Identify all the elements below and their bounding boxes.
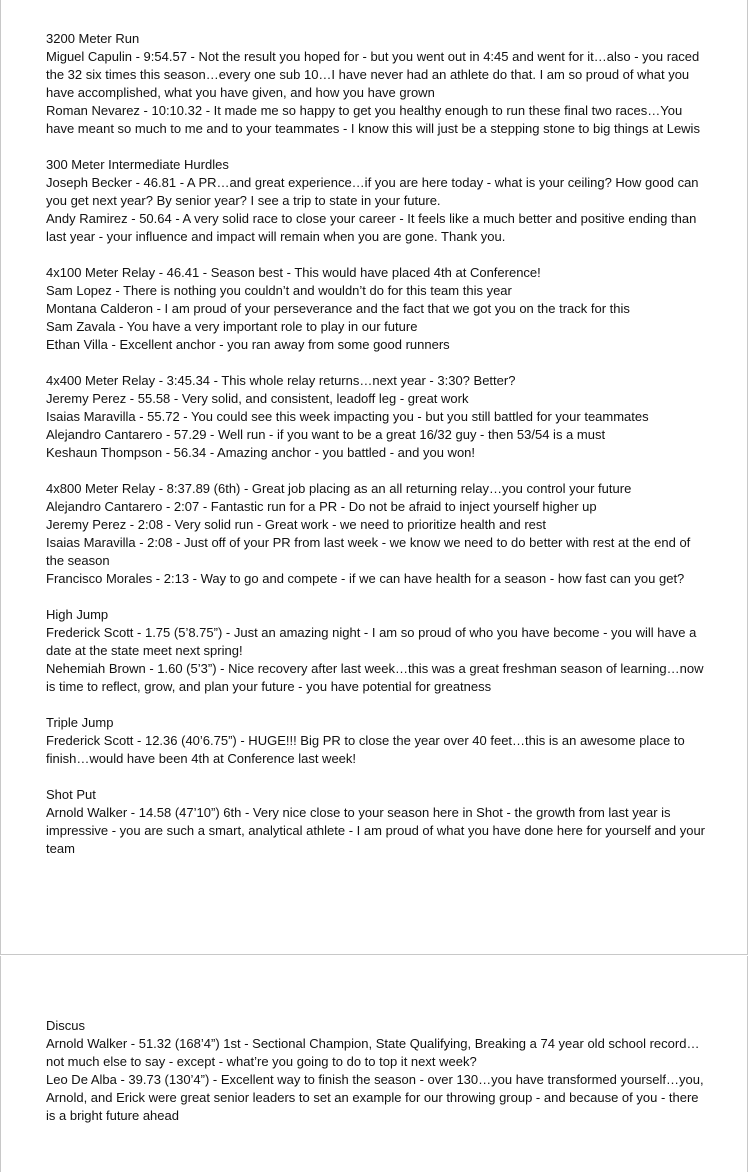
athlete-entry: Ethan Villa - Excellent anchor - you ran away from some good runners	[46, 337, 450, 352]
athlete-entry: Sam Lopez - There is nothing you couldn’t and wouldn’t do for this team this year	[46, 283, 512, 298]
section-discus	[46, 1017, 707, 1125]
section-title: 3200 Meter Run	[46, 31, 140, 46]
athlete-entry: Alejandro Cantarero - 2:07 - Fantastic run for a PR - Do not be afraid to inject yourself higher up	[46, 499, 597, 514]
section-4x400-relay	[46, 372, 707, 462]
athlete-entry: Leo De Alba - 39.73 (130’4”) - Excellent way to finish the season - over 130…you have transformed yourself…you, Arnold, and Erick were great senior leaders to set an example for our throwing group - and because of you - there is a bright future ahead	[46, 1072, 704, 1123]
section-title: High Jump	[46, 607, 109, 622]
document-page-2	[0, 956, 748, 1172]
athlete-entry: Jeremy Perez - 2:08 - Very solid run - Great work - we need to prioritize health and rest	[46, 517, 546, 532]
athlete-entry: Francisco Morales - 2:13 - Way to go and compete - if we can have health for a season - how fast can you get?	[46, 571, 685, 586]
page-1-content	[46, 30, 707, 876]
section-3200-meter-run	[46, 30, 707, 138]
section-high-jump	[46, 606, 707, 696]
athlete-entry: Alejandro Cantarero - 57.29 - Well run - if you want to be a great 16/32 guy - then 53/54 is a must	[46, 427, 606, 442]
section-title: 4x400 Meter Relay - 3:45.34 - This whole relay returns…next year - 3:30? Better?	[46, 373, 516, 388]
athlete-entry: Andy Ramirez - 50.64 - A very solid race to close your career - It feels like a much better and positive ending than last year - your influence and impact will remain when you are gone. Thank you.	[46, 211, 697, 244]
athlete-entry: Jeremy Perez - 55.58 - Very solid, and consistent, leadoff leg - great work	[46, 391, 469, 406]
athlete-entry: Arnold Walker - 14.58 (47’10”) 6th - Very nice close to your season here in Shot - the growth from last year is impressive - you are such a smart, analytical athlete - I am proud of what you have done here for yourself and your team	[46, 805, 706, 856]
athlete-entry: Roman Nevarez - 10:10.32 - It made me so happy to get you healthy enough to run these final two races…You have meant so much to me and to your teammates - I know this will just be a stepping stone to big things at Lewis	[46, 103, 700, 136]
athlete-entry: Montana Calderon - I am proud of your perseverance and the fact that we got you on the track for this	[46, 301, 630, 316]
section-shot-put	[46, 786, 707, 858]
section-4x800-relay	[46, 480, 707, 588]
athlete-entry: Miguel Capulin - 9:54.57 - Not the result you hoped for - but you went out in 4:45 and went for it…also - you raced the 32 six times this season…every one sub 10…I have never had an athlete do that. I am so proud of what you have accomplished, what you have given, and how you have grown	[46, 49, 700, 100]
section-300-meter-hurdles	[46, 156, 707, 246]
athlete-entry: Joseph Becker - 46.81 - A PR…and great experience…if you are here today - what is your ceiling? How good can you get next year? By senior year? I see a trip to state in your future.	[46, 175, 699, 208]
section-title: Shot Put	[46, 787, 96, 802]
page-2-content	[46, 1017, 707, 1143]
athlete-entry: Keshaun Thompson - 56.34 - Amazing anchor - you battled - and you won!	[46, 445, 476, 460]
athlete-entry: Frederick Scott - 1.75 (5’8.75”) - Just an amazing night - I am so proud of who you have become - you will have a date at the state meet next spring!	[46, 625, 697, 658]
section-title: Triple Jump	[46, 715, 114, 730]
section-title: 4x100 Meter Relay - 46.41 - Season best - This would have placed 4th at Conference!	[46, 265, 541, 280]
athlete-entry: Frederick Scott - 12.36 (40’6.75”) - HUGE!!! Big PR to close the year over 40 feet…this is an awesome place to finish…would have been 4th at Conference last week!	[46, 733, 685, 766]
section-title: Discus	[46, 1018, 86, 1033]
athlete-entry: Isaias Maravilla - 55.72 - You could see this week impacting you - but you still battled for your teammates	[46, 409, 649, 424]
section-triple-jump	[46, 714, 707, 768]
athlete-entry: Nehemiah Brown - 1.60 (5’3”) - Nice recovery after last week…this was a great freshman season of learning…now is time to reflect, grow, and plan your future - you have potential for greatness	[46, 661, 704, 694]
athlete-entry: Sam Zavala - You have a very important role to play in our future	[46, 319, 418, 334]
athlete-entry: Arnold Walker - 51.32 (168’4”) 1st - Sectional Champion, State Qualifying, Breaking a 74 year old school record…not much else to say - except - what’re you going to do to top it next week?	[46, 1036, 700, 1069]
athlete-entry: Isaias Maravilla - 2:08 - Just off of your PR from last week - we know we need to do better with rest at the end of the season	[46, 535, 691, 568]
section-title: 4x800 Meter Relay - 8:37.89 (6th) - Great job placing as an all returning relay…you control your future	[46, 481, 632, 496]
section-4x100-relay	[46, 264, 707, 354]
section-title: 300 Meter Intermediate Hurdles	[46, 157, 229, 172]
